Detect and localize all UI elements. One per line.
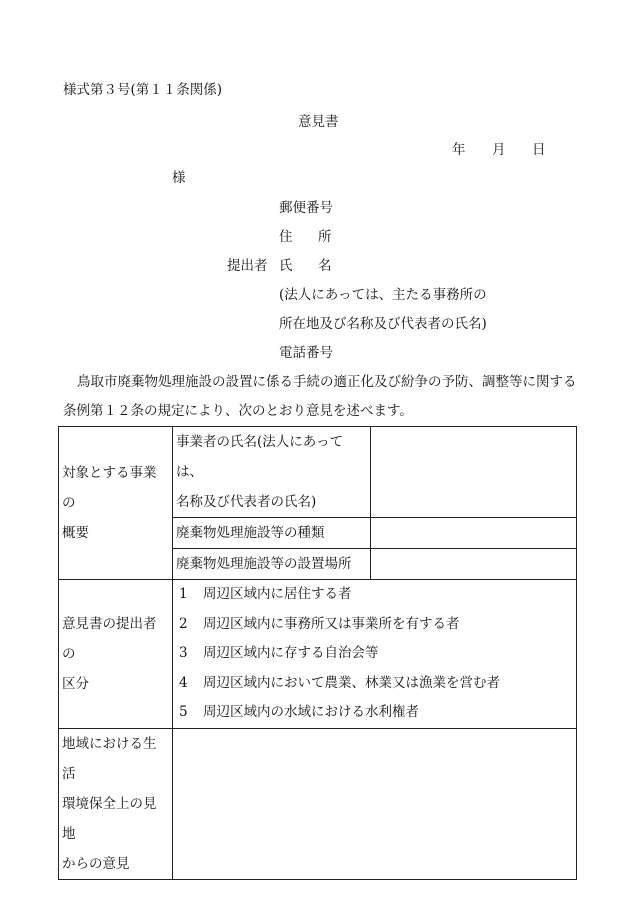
phone-label: 電話番号 [279,345,333,361]
opinion-label: 地域における生活 環境保全上の見地 からの意見 [59,728,173,879]
address-label-1: 住 [279,229,293,245]
category-option[interactable]: 5 周辺区域内の水域における水利権者 [179,704,419,720]
date-month-label: 月 [492,142,506,158]
body-text-line-1: 鳥取市廃棄物処理施設の設置に係る手続の適正化及び紛争の予防、調整等に関する [77,374,577,390]
facility-location-label: 廃棄物処理施設等の設置場所 [173,549,371,580]
date-day-label: 日 [532,142,546,158]
form-number: 様式第３号(第１１条関係) [63,82,223,98]
category-option[interactable]: 2 周辺区域内に事務所又は事業所を有する者 [179,615,460,632]
submitter-category-label: 意見書の提出者の 区分 [59,580,173,729]
address-label-2: 所 [318,229,332,245]
category-option[interactable]: 4 周辺区域内において農業、林業又は漁業を営む者 [179,674,500,691]
facility-location-field[interactable] [371,549,577,580]
opinion-form-table [58,426,577,880]
body-text-line-2: 条例第１２条の規定により、次のとおり意見を述べます。 [63,403,413,419]
category-option[interactable]: 3 周辺区域内に存する自治会等 [179,645,379,661]
submitter-label: 提出者 [227,258,268,274]
corporate-note-2: 所在地及び名称及び代表者の氏名) [279,316,487,332]
facility-type-field[interactable] [371,518,577,549]
name-label-2: 名 [318,258,332,274]
project-overview-label: 対象とする事業の 概要 [59,427,173,580]
postal-code-label: 郵便番号 [279,200,333,216]
category-option[interactable]: 1 周辺区域内に居住する者 [179,586,352,602]
date-year-label: 年 [452,142,466,158]
opinion-field[interactable] [173,728,577,879]
corporate-note-1: (法人にあっては、主たる事務所の [279,287,487,303]
facility-type-label: 廃棄物処理施設等の種類 [173,518,371,549]
name-label-1: 氏 [279,258,293,274]
operator-name-label: 事業者の氏名(法人にあっては、 名称及び代表者の氏名) [173,427,371,518]
submitter-category-options[interactable] [173,580,577,729]
document-title: 意見書 [298,114,339,130]
addressee-suffix: 様 [172,170,186,186]
operator-name-field[interactable] [371,427,577,518]
